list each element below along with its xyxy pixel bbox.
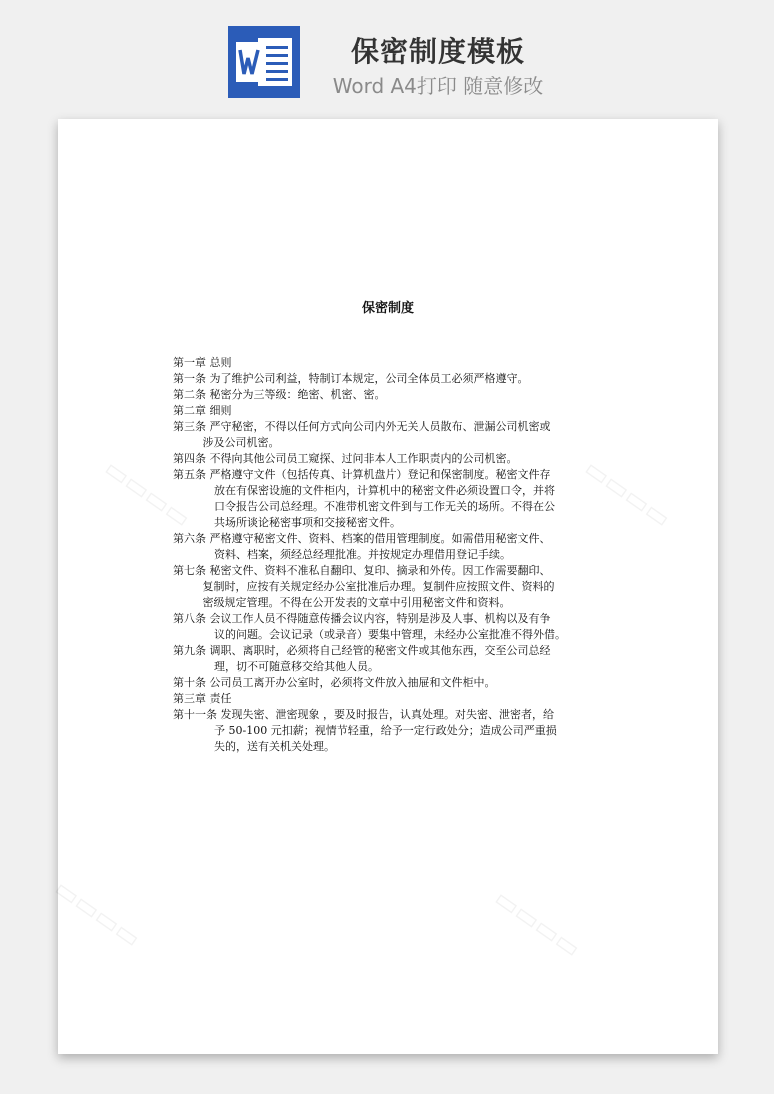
document-line: 理，切不可随意移交给其他人员。 [214,660,379,673]
document-line: 第七条 秘密文件、资料不准私自翻印、复印、摘录和外传。因工作需要翻印、 [173,564,551,577]
document-line: 第二章 细则 [173,404,232,417]
document-line: 予 50-100 元扣薪；视情节轻重，给予一定行政处分；造成公司严重损 [214,724,557,737]
document-line: 第二条 秘密分为三等级：绝密、机密、密。 [173,388,386,401]
document-line: 密级规定管理。不得在公开发表的文章中引用秘密文件和资料。 [202,596,511,609]
document-line: 放在有保密设施的文件柜内，计算机中的秘密文件必须设置口令，并将 [214,484,555,497]
document-line: 第一条 为了维护公司利益，特制订本规定，公司全体员工必须严格遵守。 [173,372,529,385]
document-page [48,119,718,1054]
document-line: 第八条 会议工作人员不得随意传播会议内容，特别是涉及人事、机构以及有争 [173,612,551,625]
watermark: ▭▭▭▭ [48,873,146,955]
page-subtitle: Word A4打印 随意修改 [332,74,544,98]
document-line: 共场所谈论秘密事项和交接秘密文件。 [214,516,401,529]
page-title: 保密制度模板 [350,35,525,68]
watermark: ▭▭▭▭ [578,453,676,535]
document-line: 第九条 调职、离职时，必须将自己经管的秘密文件或其他东西，交至公司总经 [173,644,551,657]
watermark: ▭▭▭▭ [488,883,586,965]
document-line: 第四条 不得向其他公司员工窥探、过问非本人工作职责内的公司机密。 [173,452,518,465]
document-line: 资料、档案，须经总经理批准。并按规定办理借用登记手续。 [214,548,511,561]
document-line: 口令报告公司总经理。不准带机密文件到与工作无关的场所。不得在公 [214,500,555,513]
document-line: 复制时，应按有关规定经办公室批准后办理。复制件应按照文件、资料的 [202,580,555,593]
document-line: 第六条 严格遵守秘密文件、资料、档案的借用管理制度。如需借用秘密文件、 [173,532,551,545]
document-line: 第三章 责任 [173,692,232,705]
document-line: 涉及公司机密。 [202,436,280,449]
document-title: 保密制度 [361,301,414,316]
word-icon [228,26,300,98]
document-line: 议的问题。会议记录（或录音）要集中管理，未经办公室批准不得外借。 [214,628,566,641]
document-body [173,355,603,755]
document-line: 第五条 严格遵守文件（包括传真、计算机盘片）登记和保密制度。秘密文件存 [173,468,551,481]
document-line: 第一章 总则 [173,356,232,369]
watermark: ▭▭▭▭ [98,453,196,535]
page-header [0,0,774,110]
document-line: 第三条 严守秘密，不得以任何方式向公司内外无关人员散布、泄漏公司机密或 [173,420,551,433]
document-line: 第十条 公司员工离开办公室时，必须将文件放入抽屉和文件柜中。 [173,676,496,689]
document-line: 第十一条 发现失密、泄密现象 ，要及时报告，认真处理。对失密、泄密者，给 [173,708,554,721]
document-line: 失的，送有关机关处理。 [214,740,335,753]
